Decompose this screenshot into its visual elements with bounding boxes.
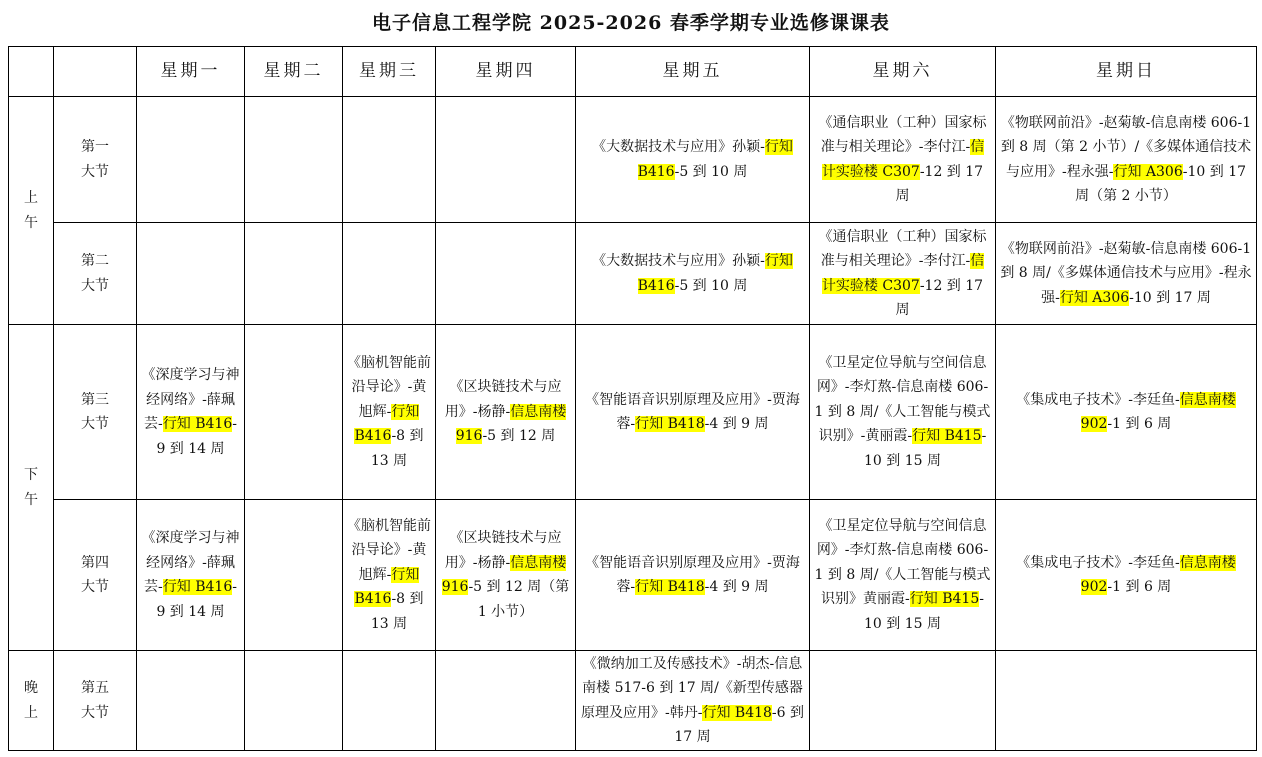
period-label: 午 (24, 491, 38, 508)
course-text: -6 到 17 周 (674, 704, 805, 745)
course-cell (343, 97, 436, 223)
slot-label: 第三 (81, 391, 109, 408)
room-highlight: 信息南楼 916 (455, 403, 567, 445)
course-text: -1 到 6 周 (1107, 416, 1172, 432)
slot-1 (54, 97, 137, 223)
course-cell (137, 223, 245, 325)
table-row (9, 325, 1257, 500)
course-cell (810, 97, 996, 223)
course-cell (137, 651, 245, 751)
course-text: 《脑机智能前沿导论》-黄旭辉- (347, 354, 431, 420)
course-cell (436, 325, 576, 500)
course-cell (245, 500, 343, 651)
course-cell (436, 97, 576, 223)
course-text: -12 到 17 周 (895, 163, 984, 204)
course-cell (137, 97, 245, 223)
course-cell (996, 500, 1257, 651)
course-text: -10 到 17 周 (1129, 289, 1211, 306)
course-text: 《深度学习与神经网络》-薛珮芸- (141, 367, 240, 432)
room-highlight: 行知 B415 (912, 428, 982, 445)
slot-label: 第一 (81, 139, 109, 155)
course-text: 《卫星定位导航与空间信息网》-李灯熬-信息南楼 606-1 到 8 周/《人工智能与模式识别》黄丽霞- (814, 517, 991, 608)
table-row (9, 97, 1257, 223)
period-label: 晚 (24, 680, 38, 696)
course-text: 《深度学习与神经网络》-薛珮芸- (141, 530, 240, 595)
room-highlight: 行知 A306 (1059, 289, 1130, 306)
course-text: -8 到 13 周 (370, 591, 424, 632)
room-highlight: 信息南楼 902 (1080, 391, 1236, 432)
room-highlight: 信息南楼 902 (1080, 554, 1236, 595)
day-header-wed: 星期三 (343, 47, 436, 97)
course-text: -9 到 14 周 (156, 416, 237, 457)
course-text: 《微纳加工及传感技术》-胡杰-信息南楼 517-6 到 17 周/《新型传感器原理及应用》-韩丹- (580, 655, 803, 721)
room-highlight: 行知 B418 (702, 704, 772, 721)
course-cell (343, 325, 436, 500)
slot-3 (54, 325, 137, 500)
slot-2 (54, 223, 137, 325)
course-text: -5 到 10 周 (674, 163, 748, 180)
period-label: 上 (24, 190, 38, 206)
course-cell (996, 325, 1257, 500)
day-header-fri: 星期五 (576, 47, 810, 97)
course-text: -4 到 9 周 (704, 579, 769, 595)
room-highlight: 行知 B418 (635, 416, 705, 432)
room-highlight: 行知 B416 (637, 253, 793, 294)
day-header-tue: 星期二 (245, 47, 343, 97)
course-cell (245, 97, 343, 223)
slot-label: 大节 (81, 416, 109, 432)
day-header-thu: 星期四 (436, 47, 576, 97)
course-text: 《区块链技术与应用》-杨静- (444, 379, 562, 420)
course-text: 《通信职业（工种）国家标准与相关理论》-李付江- (818, 228, 987, 269)
room-highlight: 行知 B416 (354, 566, 420, 608)
course-text: 《集成电子技术》-李廷鱼- (1016, 554, 1180, 571)
course-cell (343, 223, 436, 325)
room-highlight: 行知 B416 (162, 416, 233, 432)
course-cell (436, 651, 576, 751)
course-text: -5 到 10 周 (674, 277, 748, 294)
course-cell (996, 223, 1257, 325)
course-text: -5 到 12 周 (482, 428, 556, 445)
slot-label: 大节 (81, 704, 109, 721)
course-cell (576, 325, 810, 500)
course-cell (343, 651, 436, 751)
course-cell (245, 651, 343, 751)
room-highlight: 信计实验楼 C307 (821, 253, 985, 294)
room-highlight: 行知 B415 (909, 591, 980, 608)
course-text: -4 到 9 周 (704, 416, 769, 432)
course-cell (810, 651, 996, 751)
course-text: -5 到 12 周（第 1 小节） (468, 579, 570, 620)
table-row (9, 651, 1257, 751)
course-text: 《物联网前沿》-赵菊敏-信息南楼 606-1 到 8 周（第 2 小节）/《多媒体通信技术与应用》-程永强- (1000, 114, 1252, 180)
course-text: 《通信职业（工种）国家标准与相关理论》-李付江- (818, 114, 987, 155)
course-text: 《大数据技术与应用》孙颖- (592, 139, 765, 155)
course-cell (576, 651, 810, 751)
course-cell (576, 97, 810, 223)
period-label: 午 (24, 214, 38, 231)
course-text: 《卫星定位导航与空间信息网》-李灯熬-信息南楼 606-1 到 8 周/《人工智能与模式识别》-黄丽霞- (814, 354, 991, 445)
period-label: 下 (24, 467, 38, 483)
room-highlight: 行知 B416 (162, 579, 233, 595)
slot-label: 大节 (81, 579, 109, 595)
course-text: -9 到 14 周 (156, 579, 237, 620)
course-text: -1 到 6 周 (1107, 579, 1172, 595)
slot-5 (54, 651, 137, 751)
course-text: -10 到 17 周（第 2 小节） (1075, 163, 1247, 204)
slot-label: 大节 (81, 277, 109, 294)
course-text: 《区块链技术与应用》-杨静- (444, 530, 562, 571)
course-text: 《脑机智能前沿导论》-黄旭辉- (347, 517, 431, 583)
course-cell (576, 223, 810, 325)
course-cell (996, 651, 1257, 751)
course-cell (436, 500, 576, 651)
slot-4 (54, 500, 137, 651)
course-cell (245, 325, 343, 500)
course-cell (436, 223, 576, 325)
course-cell (343, 500, 436, 651)
course-text: 《大数据技术与应用》孙颖- (592, 253, 765, 269)
table-row (9, 500, 1257, 651)
slot-label: 大节 (81, 163, 109, 180)
room-highlight: 行知 B418 (635, 579, 705, 595)
course-cell (996, 97, 1257, 223)
course-cell (576, 500, 810, 651)
period-evening (9, 651, 54, 751)
day-header-sun: 星期日 (996, 47, 1257, 97)
table-row (9, 223, 1257, 325)
schedule-table (8, 46, 1257, 751)
period-label: 上 (24, 704, 38, 721)
course-cell (810, 223, 996, 325)
day-header-sat: 星期六 (810, 47, 996, 97)
course-text: -10 到 15 周 (864, 591, 984, 632)
course-text: -12 到 17 周 (895, 277, 984, 318)
period-afternoon (9, 325, 54, 651)
room-highlight: 信计实验楼 C307 (821, 139, 985, 180)
course-cell (245, 223, 343, 325)
course-cell (137, 325, 245, 500)
header-row (9, 47, 1257, 97)
course-text: 《物联网前沿》-赵菊敏-信息南楼 606-1 到 8 周/《多媒体通信技术与应用》-程永强- (1000, 240, 1252, 306)
room-highlight: 信息南楼 916 (441, 554, 567, 595)
course-text: 《智能语音识别原理及应用》-贾海蓉- (585, 391, 800, 432)
course-cell (810, 500, 996, 651)
course-text: 《集成电子技术》-李廷鱼- (1016, 391, 1180, 408)
course-text: -10 到 15 周 (864, 428, 987, 469)
corner-cell (9, 47, 54, 97)
slot-label: 第四 (81, 554, 109, 571)
room-highlight: 行知 B416 (354, 403, 420, 445)
course-text: 《智能语音识别原理及应用》-贾海蓉- (585, 554, 800, 595)
room-highlight: 行知 A306 (1113, 163, 1183, 180)
room-highlight: 行知 B416 (637, 139, 793, 180)
page-title: 电子信息工程学院 2025-2026 春季学期专业选修课课表 (372, 12, 890, 34)
slot-label: 第二 (81, 253, 109, 269)
slot-label: 第五 (81, 680, 109, 696)
course-cell (137, 500, 245, 651)
course-text: -8 到 13 周 (370, 428, 424, 469)
course-cell (810, 325, 996, 500)
corner-cell-2 (54, 47, 137, 97)
period-morning (9, 97, 54, 325)
day-header-mon: 星期一 (137, 47, 245, 97)
